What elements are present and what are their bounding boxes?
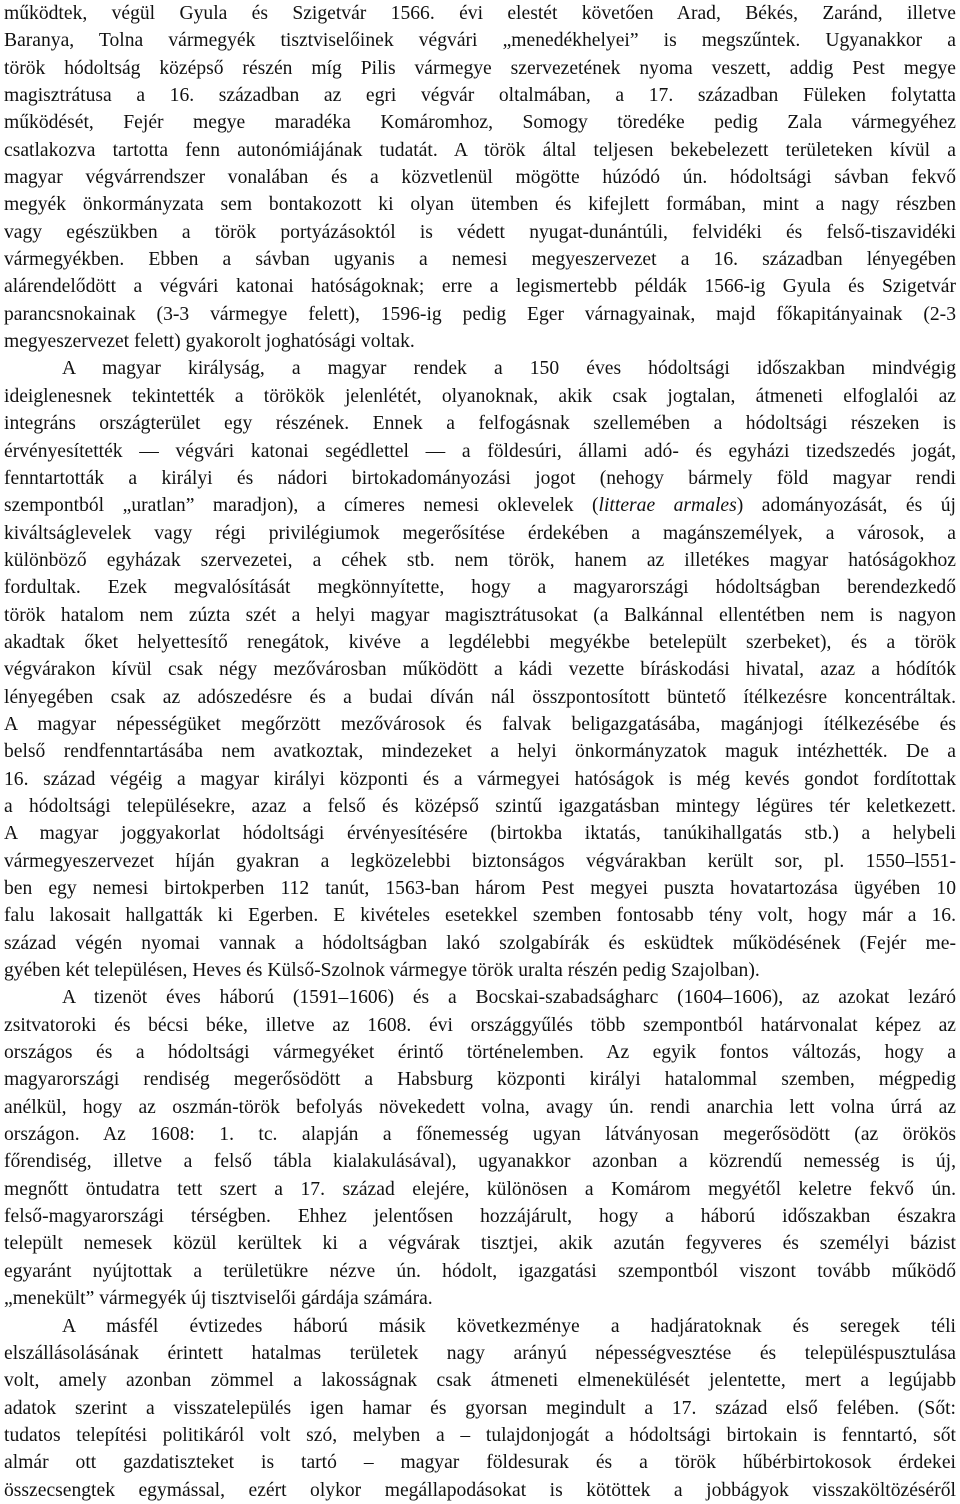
text-line: működtek, végül Gyula és Szigetvár 1566. évi elestét követően Arad, Békés, Zaránd, illetve — [4, 3, 956, 24]
text-line: anélkül, hogy az oszmán-török befolyás növekedett volna, avagy ún. rendi anarchia lett volna úrrá az — [4, 1096, 956, 1118]
text-line: parancsnokainak (3-3 vármegye felett), 1596-ig pedig Eger várnagyainak, majd főkapitányainak (2-3 — [4, 303, 956, 325]
text-line: tudatos telepítési politikáról volt szó, melyben a – tulajdonjogát a hódoltsági birtokain is fenntartó, sőt — [4, 1424, 956, 1446]
paragraph-3 — [4, 984, 956, 1312]
text-line: szempontból „uratlan” maradjon), a címeres nemesi oklevelek (litterae armales) adományozását, és új — [4, 495, 956, 517]
text-line: volt, amely azonban zömmel a lakosságnak csak átmeneti elmenekülését jelentette, mert a legújabb — [4, 1370, 956, 1392]
text-line: települt nemesek közül kerültek ki a végvárak tisztjei, akik azután fegyveres és személyi bázist — [4, 1233, 956, 1255]
text-line: alárendelődött a végvári katonai hatóságoknak; erre a legismertebb példák 1566-ig Gyula és Szigetvár — [4, 276, 956, 298]
text-line: Baranya, Tolna vármegyék tisztviselőinek végvári „menedékhelyei” is megszűntek. Ugyanakkor a — [4, 30, 956, 52]
text-line: A magyar joggyakorlat hódoltsági érvényesítésére (birtokba iktatás, tanúkihallgatás stb.) a helybeli — [4, 823, 956, 845]
text-line: főrendiség, illetve a felső tábla kialakulásával), ugyanakkor azonban a közrendű nemesség is új, — [4, 1151, 956, 1173]
text-line: század végén nyomai vannak a hódoltságban lakó szolgabírák és esküdtek működésének (Fejér me- — [4, 932, 956, 954]
text-line: ideiglenesnek tekintették a törökök jelenlétét, olyanoknak, akik csak jogtalan, átmeneti elfoglalói az — [4, 385, 956, 407]
text-line: országos és a hódoltsági vármegyéket érintő történelemben. Az egyik fontos változás, hogy a — [4, 1042, 956, 1064]
italic-term: litterae armales — [598, 495, 737, 517]
text-line: összecsengtek egymással, ezért olykor megállapodásokat is kötöttek a jobbágyok visszaköltözéséről — [4, 1479, 956, 1501]
text-line: különböző egyházak szervezetei, a céhek stb. nem török, hanem az illetékes magyar hatóságokhoz — [4, 549, 956, 571]
text-line: A másfél évtizedes háború másik következménye a hadjáratoknak és seregek téli — [62, 1315, 956, 1337]
text-line: magyar végvárrendszer vonalában és a közvetlenül mögötte húzódó ún. hódoltsági sávban fekvő — [4, 167, 956, 189]
text-line: adatok szerint a visszatelepülés igen hamar és gyorsan megindult a 17. század első felében. (Sőt: — [4, 1397, 956, 1419]
paragraph-1 — [4, 0, 956, 355]
text-line: megyeszervezet felett) gyakorolt joghatósági voltak. — [4, 331, 415, 353]
text-line: A magyar királyság, a magyar rendek a 150 éves hódoltsági időszakban mindvégig — [62, 358, 956, 380]
text-line: zsitvatoroki és bécsi béke, illetve az 1608. évi országgyűlés több szempontból határvonalat képez az — [4, 1014, 956, 1036]
text-line: A tizenöt éves háború (1591–1606) és a Bocskai-szabadságharc (1604–1606), az azokat lezáró — [62, 987, 956, 1009]
text-line: almár ott gazdatiszteket is tartó – magyar földesurak és a török hűbérbirtokosok érdekei — [4, 1452, 956, 1474]
text-line: kiváltságlevelek vagy régi privilégiumok megerősítése érdekében a magánszemélyek, a városok, a — [4, 522, 956, 544]
text-line: vármegyeszervezet híján gyakran a legközelebbi biztonságos végvárakban került sor, pl. 1550–l551- — [4, 850, 956, 872]
text-line: akadtak őket helyettesítő renegátok, kivéve a legdélebbi megyékbe betelepült szerbeket), és a török — [4, 631, 956, 653]
text-line: gyében két településen, Heves és Külső-Szolnok vármegye török uralta részén pedig Szajolban). — [4, 960, 760, 982]
text-line: „menekült” vármegyék új tisztviselői gárdája számára. — [4, 1288, 433, 1310]
text-line: vagy egészükben a török portyázásoktól is védett nyugat-dunántúli, felvidéki és felső-tiszavidéki — [4, 221, 956, 243]
text-line: magyarországi rendiség megerősödött a Habsburg központi királyi hatalommal szemben, mégpedig — [4, 1069, 956, 1091]
text-line: A magyar népességüket megőrzött mezővárosok és falvak beligazgatásába, magánjogi ítélkezésébe és — [4, 713, 956, 735]
text-line: megnőtt öntudatra tett szert a 17. század elejére, különösen a Komárom megyétől keletre fekvő ún. — [4, 1178, 956, 1200]
text-line: fordultak. Ezek megvalósítását megkönnyítette, hogy a magyarországi hódoltságban berendezkedő — [4, 577, 956, 599]
text-line: magisztrátusa a 16. században az egri végvár oltalmában, a 17. században Füleken folytatta — [4, 85, 956, 107]
text-line: fenntartották a királyi és nádori birtokadományozási jogot (nehogy bármely föld magyar rendi — [4, 467, 956, 489]
text-line: a hódoltsági településekre, azaz a felső és középső szintű igazgatásban mintegy légüres tér keletkezett. — [4, 795, 956, 817]
text-line: török hatalom nem zúzta szét a helyi magyar magisztrátusokat (a Balkánnal ellentétben nem is nagyon — [4, 604, 956, 626]
paragraph-2 — [4, 355, 956, 984]
text-line: végvárakon kívül csak négy mezővárosban működött a kádi vezette bíráskodási hivatal, azaz a hódítók — [4, 659, 956, 681]
text-line: ben egy nemesi birtokperben 112 tanút, 1563-ban három Pest megyei puszta hovatartozása ügyében 10 — [4, 878, 956, 899]
document-body — [4, 0, 956, 1504]
text-line: lényegében csak az adószedésre és a budai díván nál összpontosított büntető ítélkezésre koncentráltak. — [4, 686, 956, 708]
text-line: csatlakozva tartotta fenn autonómiájának tudatát. A török által teljesen bekebelezett területeken kívül a — [4, 139, 956, 161]
text-line: megyék önkormányzata sem bontakozott ki olyan ütemben és kifejlett formában, mint a nagy részben — [4, 194, 956, 216]
text-line: országon. Az 1608: 1. tc. alapján a főnemesség ugyan látványosan megerősödött (az örökös — [4, 1124, 956, 1146]
text-line: török hódoltság középső részén míg Pilis vármegye szervezetének nyoma veszett, addig Pest megye — [4, 57, 956, 79]
text-line: működését, Fejér megye maradéka Komáromhoz, Somogy töredéke pedig Zala vármegyéhez — [4, 112, 956, 134]
text-line: integráns országterület egy részének. Ennek a felfogásnak szellemében a hódoltsági részeken is — [4, 413, 956, 435]
text-line: belső rendfenntartásába nem avatkoztak, mindezeket a helyi önkormányzatok maguk intézhették. De a — [4, 741, 956, 763]
document-page — [4, 0, 956, 1504]
text-line: egyaránt nyújtottak a területükre nézve ún. hódolt, igazgatási szempontból viszont tovább működő — [4, 1260, 956, 1282]
text-line: érvényesítették — végvári katonai segédlettel — a földesúri, állami adó- és egyházi tizedszedés jogát, — [4, 440, 956, 462]
text-line: 16. század végéig a magyar királyi központi és a vármegyei hatóságok is még kevés gondot fordítottak — [4, 768, 956, 790]
text-line: felső-magyarországi térségben. Ehhez jelentősen hozzájárult, hogy a háború időszakban északra — [4, 1206, 956, 1228]
text-line: vármegyékben. Ebben a sávban ugyanis a nemesi megyeszervezet a 16. században lényegében — [4, 249, 956, 271]
text-line: falu lakosait hallgatták ki Egerben. E kivételes esetekkel szemben fontosabb tény volt, hogy már a 16. — [4, 905, 956, 927]
paragraph-4 — [4, 1313, 956, 1504]
text-line: elszállásolásának érintett hatalmas területek nagy arányú népességvesztése és településpusztulása — [4, 1342, 956, 1364]
